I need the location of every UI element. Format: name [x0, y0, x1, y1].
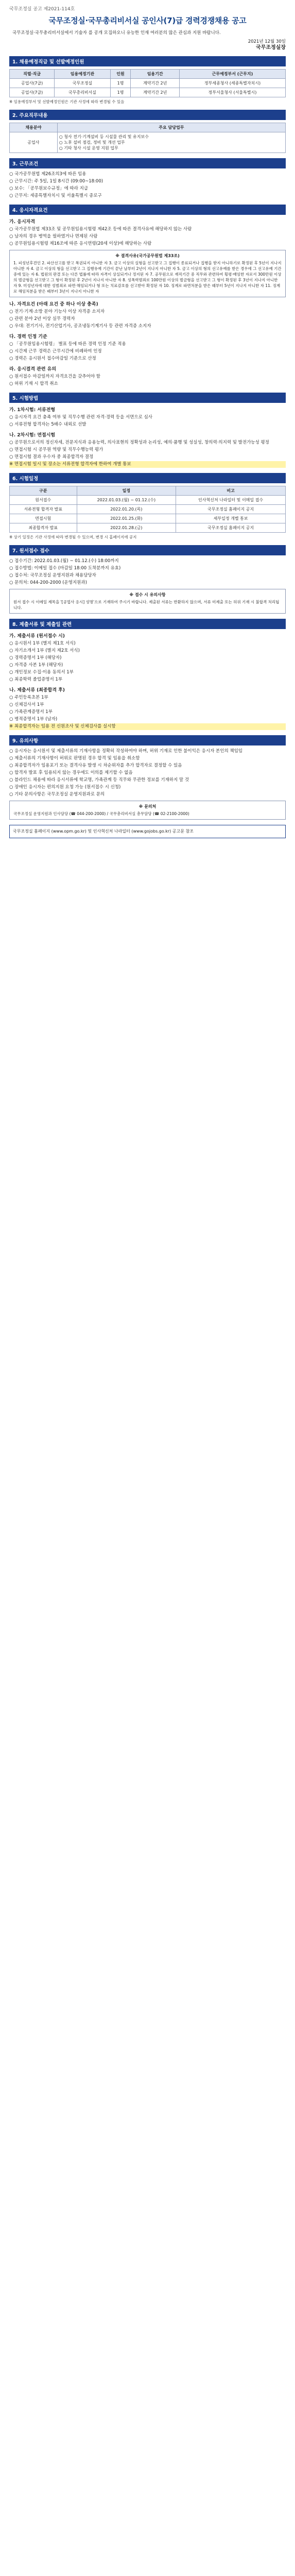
positions-table: [9, 69, 286, 97]
section-3-heading: 3. 근무조건: [9, 158, 286, 168]
intro-text: 국무조정실·국무총리비서실에서 기술자 를 공개 모집하오니 유능한 인재 여러분의 많은 관심과 지원 바랍니다.: [12, 30, 221, 36]
page-title: 국무조정실·국무총리비서실 공인사(7)급 경력경쟁채용 공고: [48, 16, 247, 25]
list-item: ○ 원서접수 마감일까지 자격요건을 갖추어야 함: [9, 374, 100, 379]
list-item: ○ 응시자격 요건 충족 여부 및 직무수행 관련 자격·경력 등을 서면으로 심사: [9, 415, 152, 420]
exam-sub-1: 가. 1차시험: 서류전형: [9, 408, 56, 413]
table-cell: 계약기간 2년: [131, 88, 179, 97]
table-cell: 인사혁신처 나라일터 및 이메일 접수: [176, 496, 286, 505]
docs-list-2: [9, 694, 286, 723]
date-org-block: [9, 39, 286, 51]
list-item: ○ 공무원임용시험령 제16조에 따른 응시연령(20세 이상)에 해당하는 사람: [9, 241, 152, 246]
table-cell: 최종합격자 발표: [10, 523, 77, 533]
list-item: ○ 응시자는 응시원서 및 제출서류의 기재사항을 정확히 작성하여야 하며, 허위 기재로 인한 불이익은 응시자 본인의 책임임: [9, 749, 242, 754]
list-item: ○ 병적증명서 1부 (남자): [9, 717, 58, 722]
list-item: ○ 접수처: 국무조정실 운영지원과 채용담당자: [9, 573, 96, 578]
docs-highlight: ※ 최종합격자는 임용 전 신원조사 및 신체검사를 실시함: [9, 723, 286, 730]
table-cell: 세부일정 개별 통보: [176, 514, 286, 523]
table-cell: 2022.01.28.(금): [77, 523, 176, 533]
apply-caution-title: ※ 접수 시 유의사항: [129, 592, 166, 597]
table-cell: ○ 청사 전기·기계설비 등 시설물 관리 및 유지보수 ○ 노후 설비 점검, 정비 및 개선 업무 ○ 기타 청사 시설 운영 지원 업무: [57, 132, 285, 153]
list-item: ○ 전기·기계·소방 분야 기능사 이상 자격증 소지자: [9, 309, 105, 314]
table-cell: 정부서울청사 (서울특별시): [179, 88, 285, 97]
table-header-cell: 비고: [176, 486, 286, 496]
qual-exp-list: [9, 341, 286, 362]
section-8-heading: 8. 제출서류 및 제출일 관련: [9, 619, 286, 629]
schedule-note: ※ 상기 일정은 기관 사정에 따라 변경될 수 있으며, 변경 시 홈페이지에 공지: [9, 535, 137, 539]
notice-number: 국무조정실 공고 제2021-114호: [9, 7, 75, 12]
table-cell: 2022.01.20.(목): [77, 505, 176, 514]
table-row: [10, 505, 286, 514]
table-header-cell: 일정: [77, 486, 176, 496]
footer-text: 국무조정실 홈페이지 (www.opm.go.kr) 및 인사혁신처 나라일터 (www.gojobs.go.kr) 공고문 참조: [13, 829, 194, 834]
notice-date: 2021년 12월 30일: [248, 39, 286, 44]
table-row: [10, 523, 286, 533]
table-cell: 국무조정실 홈페이지 공지: [176, 523, 286, 533]
positions-note: ※ 임용예정부서 및 선발예정인원은 기관 사정에 따라 변경될 수 있음: [9, 99, 125, 104]
list-item: ○ 최종학력 졸업증명서 1부: [9, 677, 63, 682]
list-item: ○ 시간제 근무 경력은 근무시간에 비례하여 인정: [9, 349, 102, 354]
qual-sub-1: 가. 응시자격: [9, 219, 36, 225]
table-header-cell: 근무예정부서 (근무지): [179, 70, 285, 79]
disqualification-box: [9, 250, 286, 297]
table-cell: 2022.01.03.(월) ~ 01.12.(수): [77, 496, 176, 505]
table-cell: 원서접수: [10, 496, 77, 505]
contact-box: [9, 801, 286, 820]
duties-table: [9, 123, 286, 153]
table-row: [10, 79, 286, 88]
list-item: ○ 국가공무원법 제26조의3에 따른 임용: [9, 172, 86, 177]
qual-sub4-list: [9, 374, 286, 387]
caution-list: [9, 748, 286, 798]
list-item: ○ 근무지: 세종특별자치시 및 서울특별시 종로구: [9, 193, 102, 198]
list-item: ○ 우대: 전기기사, 전기산업기사, 공조냉동기계기사 등 관련 자격증 소지자: [9, 324, 151, 329]
table-header-cell: 임용기간: [131, 70, 179, 79]
contact-title: ※ 문의처: [138, 804, 157, 809]
table-header-cell: 인원: [110, 70, 131, 79]
list-item: ○ 면접시험 시 공무원 역량 및 직무수행능력 평가: [9, 447, 103, 452]
exam-highlight: ※ 면접시험 일시 및 장소는 서류전형 합격자에 한하여 개별 통보: [9, 461, 286, 468]
list-item: ○ 가족관계증명서 1부: [9, 709, 53, 715]
list-item: ○ 블라인드 채용에 따라 응시서류에 학교명, 가족관계 등 직무와 무관한 정보를 기재하지 말 것: [9, 777, 189, 783]
list-item: ○ 자격증 사본 1부 (해당자): [9, 663, 63, 668]
list-item: ○ 기타 문의사항은 국무조정실 운영지원과로 문의: [9, 792, 105, 797]
table-cell: 면접시험: [10, 514, 77, 523]
section-1-heading: 1. 채용예정직급 및 선발예정인원: [9, 56, 286, 66]
section-4-heading: 4. 응시자격요건: [9, 205, 286, 215]
qual-sub-4: 라. 응시결격 관련 유의: [9, 367, 57, 372]
work-conditions-list: [9, 171, 286, 199]
apply-caution-text: 원서 접수 시 이메일 제목을 '[공업사 응시] 성명'으로 기재하여 주시기 바랍니다. 제출된 서류는 반환하지 않으며, 서류 미제출 또는 허위 기재 시 불합격 처리됩니다.: [13, 600, 280, 610]
exam-step2-list: [9, 439, 286, 461]
list-item: ○ 접수기간: 2022.01.03.(월) ~ 01.12.(수) 18:00까지: [9, 558, 119, 564]
list-item: ○ 응시원서 1부 (별지 제1호 서식): [9, 641, 76, 646]
section-5-heading: 5. 시험방법: [9, 393, 286, 403]
table-cell: 국무조정실 홈페이지 공지: [176, 505, 286, 514]
docs-sub-1: 가. 제출서류 (원서접수 시): [9, 634, 65, 639]
list-item: ○ 남자의 경우 병역을 필하였거나 면제된 사람: [9, 234, 98, 239]
table-header-cell: 주요 담당업무: [57, 123, 285, 132]
table-cell: 계약기간 2년: [131, 79, 179, 88]
qual-items-list: [9, 226, 286, 247]
disqualification-title: ※ 결격사유(국가공무원법 제33조): [115, 253, 180, 258]
list-item: ○ 경력은 응시원서 접수마감일 기준으로 산정: [9, 356, 96, 361]
list-item: ○ 합격자 발표 후 임용되지 않는 경우에도 이의를 제기할 수 없음: [9, 770, 133, 775]
docs-sub-2: 나. 제출서류 (최종합격 후): [9, 688, 65, 693]
footer-box: [9, 825, 286, 838]
table-cell: 2022.01.25.(화): [77, 514, 176, 523]
section-7-heading: 7. 원서접수 접수: [9, 545, 286, 555]
table-header-cell: 직렬·직급: [10, 70, 55, 79]
notice-org: 국무조정실장: [256, 45, 286, 50]
table-cell: 공업사(7급): [10, 79, 55, 88]
table-header-cell: 구분: [10, 486, 77, 496]
table-cell: 국무조정실: [55, 79, 110, 88]
table-row: [10, 132, 286, 153]
table-cell: 공업사(7급): [10, 88, 55, 97]
qual-sub-2: 나. 자격요건 (아래 요건 중 하나 이상 충족): [9, 302, 98, 307]
section-6-heading: 6. 시험일정: [9, 473, 286, 483]
table-cell: 정부세종청사 (세종특별자치시): [179, 79, 285, 88]
qual-req-list: [9, 309, 286, 330]
list-item: ○ 자기소개서 1부 (별지 제2호 서식): [9, 648, 80, 653]
table-cell: 1명: [110, 79, 131, 88]
section-2-heading: 2. 주요직무내용: [9, 110, 286, 120]
list-item: ○ 장애인 응시자는 편의지원 요청 가능 (원서접수 시 신청): [9, 785, 121, 790]
list-item: ○ 허위 기재 시 합격 취소: [9, 381, 58, 386]
docs-list: [9, 640, 286, 683]
schedule-table: [9, 486, 286, 533]
exam-sub-2: 나. 2차시험: 면접시험: [9, 433, 56, 438]
disqualification-text: 1. 피성년후견인 2. 파산선고를 받고 복권되지 아니한 자 3. 금고 이상의 실형을 선고받고 그 집행이 종료되거나 집행을 받지 아니하기로 확정된 후 5년이 지나지 아니한 자 4. 금고 이상의 형을 선고받고 그 집행유예 기간이 끝난 날부터 2년이 지나지 아니한 자 5. 금고 이상의 형의 선고유예를 받은 경우에 그 선고유예 기간 중에 있는 자 6. 법원의 판결 또는 다른 법률에 따라 자격이 상실되거나 정지된 자 7. 공무원으로 재직기간 중 직무와 관련하여 횡령·배임한 자로서 300만원 이상의 벌금형을 선고받고 그 형이 확정된 후 2년이 지나지 아니한 자 8. 성폭력범죄로 100만원 이상의 벌금형을 선고받고 그 형이 확정된 후 3년이 지나지 아니한 자 9. 미성년자에 대한 성범죄로 파면·해임되거나 형 또는 치료감호를 선고받아 확정된 자 10. 징계로 파면처분을 받은 때부터 5년이 지나지 아니한 자 11. 징계로 해임처분을 받은 때부터 3년이 지나지 아니한 자: [13, 261, 282, 294]
list-item: ○ 개인정보 수집·이용 동의서 1부: [9, 670, 74, 675]
contact-text: 국무조정실 운영지원과 인사담당 (☎ 044-200-2000) / 국무총리비서실 총무담당 (☎ 02-2100-2000): [13, 811, 189, 816]
apply-list: [9, 558, 286, 586]
table-row: [10, 496, 286, 505]
list-item: ○ 관련 분야 2년 이상 실무 경력자: [9, 316, 75, 321]
table-header-cell: 채용분야: [10, 123, 58, 132]
list-item: ○ 공무원으로서의 정신자세, 전문지식과 응용능력, 의사표현의 정확성과 논리성, 예의·품행 및 성실성, 창의력·의지력 및 발전가능성 평정: [9, 440, 269, 445]
list-item: ○ 접수방법: 이메일 접수 (마감일 18:00 도착분까지 유효): [9, 566, 121, 571]
qual-sub-3: 다. 경력 인정 기준: [9, 334, 47, 340]
list-item: ○ 서류전형 합격자는 5배수 내외로 선발: [9, 422, 86, 427]
list-item: ○ 면접시험 결과 우수자 중 최종합격자 결정: [9, 454, 94, 460]
list-item: ○ 신체검사서 1부: [9, 702, 44, 707]
list-item: ○ 최종합격자가 임용포기 또는 결격사유 발생 시 차순위자를 추가 합격자로 결정할 수 있음: [9, 763, 182, 768]
table-header-cell: 임용예정기관: [55, 70, 110, 79]
table-row: [10, 88, 286, 97]
list-item: ○ 경력증명서 1부 (해당자): [9, 655, 62, 660]
exam-step1-list: [9, 414, 286, 428]
apply-caution-box: [9, 589, 286, 614]
section-9-heading: 9. 유의사항: [9, 735, 286, 745]
list-item: ○ 보수: 「공무원보수규정」에 따라 지급: [9, 186, 89, 191]
list-item: ○ 주민등록초본 1부: [9, 695, 48, 700]
list-item: ○ 근무시간: 주 5일, 1일 8시간 (09:00~18:00): [9, 179, 103, 184]
list-item: ○ 국가공무원법 제33조 및 공무원임용시험령 제42조 등에 따른 결격사유에 해당하지 않는 사람: [9, 227, 192, 232]
list-item: ○ 「공무원임용시험령」 별표 등에 따른 경력 인정 기준 적용: [9, 342, 126, 347]
table-cell: 1명: [110, 88, 131, 97]
table-cell: 공업사: [10, 132, 58, 153]
table-cell: 국무총리비서실: [55, 88, 110, 97]
table-row: [10, 514, 286, 523]
table-cell: 서류전형 합격자 발표: [10, 505, 77, 514]
list-item: ○ 제출서류의 기재사항이 허위로 판명된 경우 합격 및 임용을 취소함: [9, 756, 140, 761]
list-item: ○ 문의처: 044-200-2000 (운영지원과): [9, 580, 87, 585]
